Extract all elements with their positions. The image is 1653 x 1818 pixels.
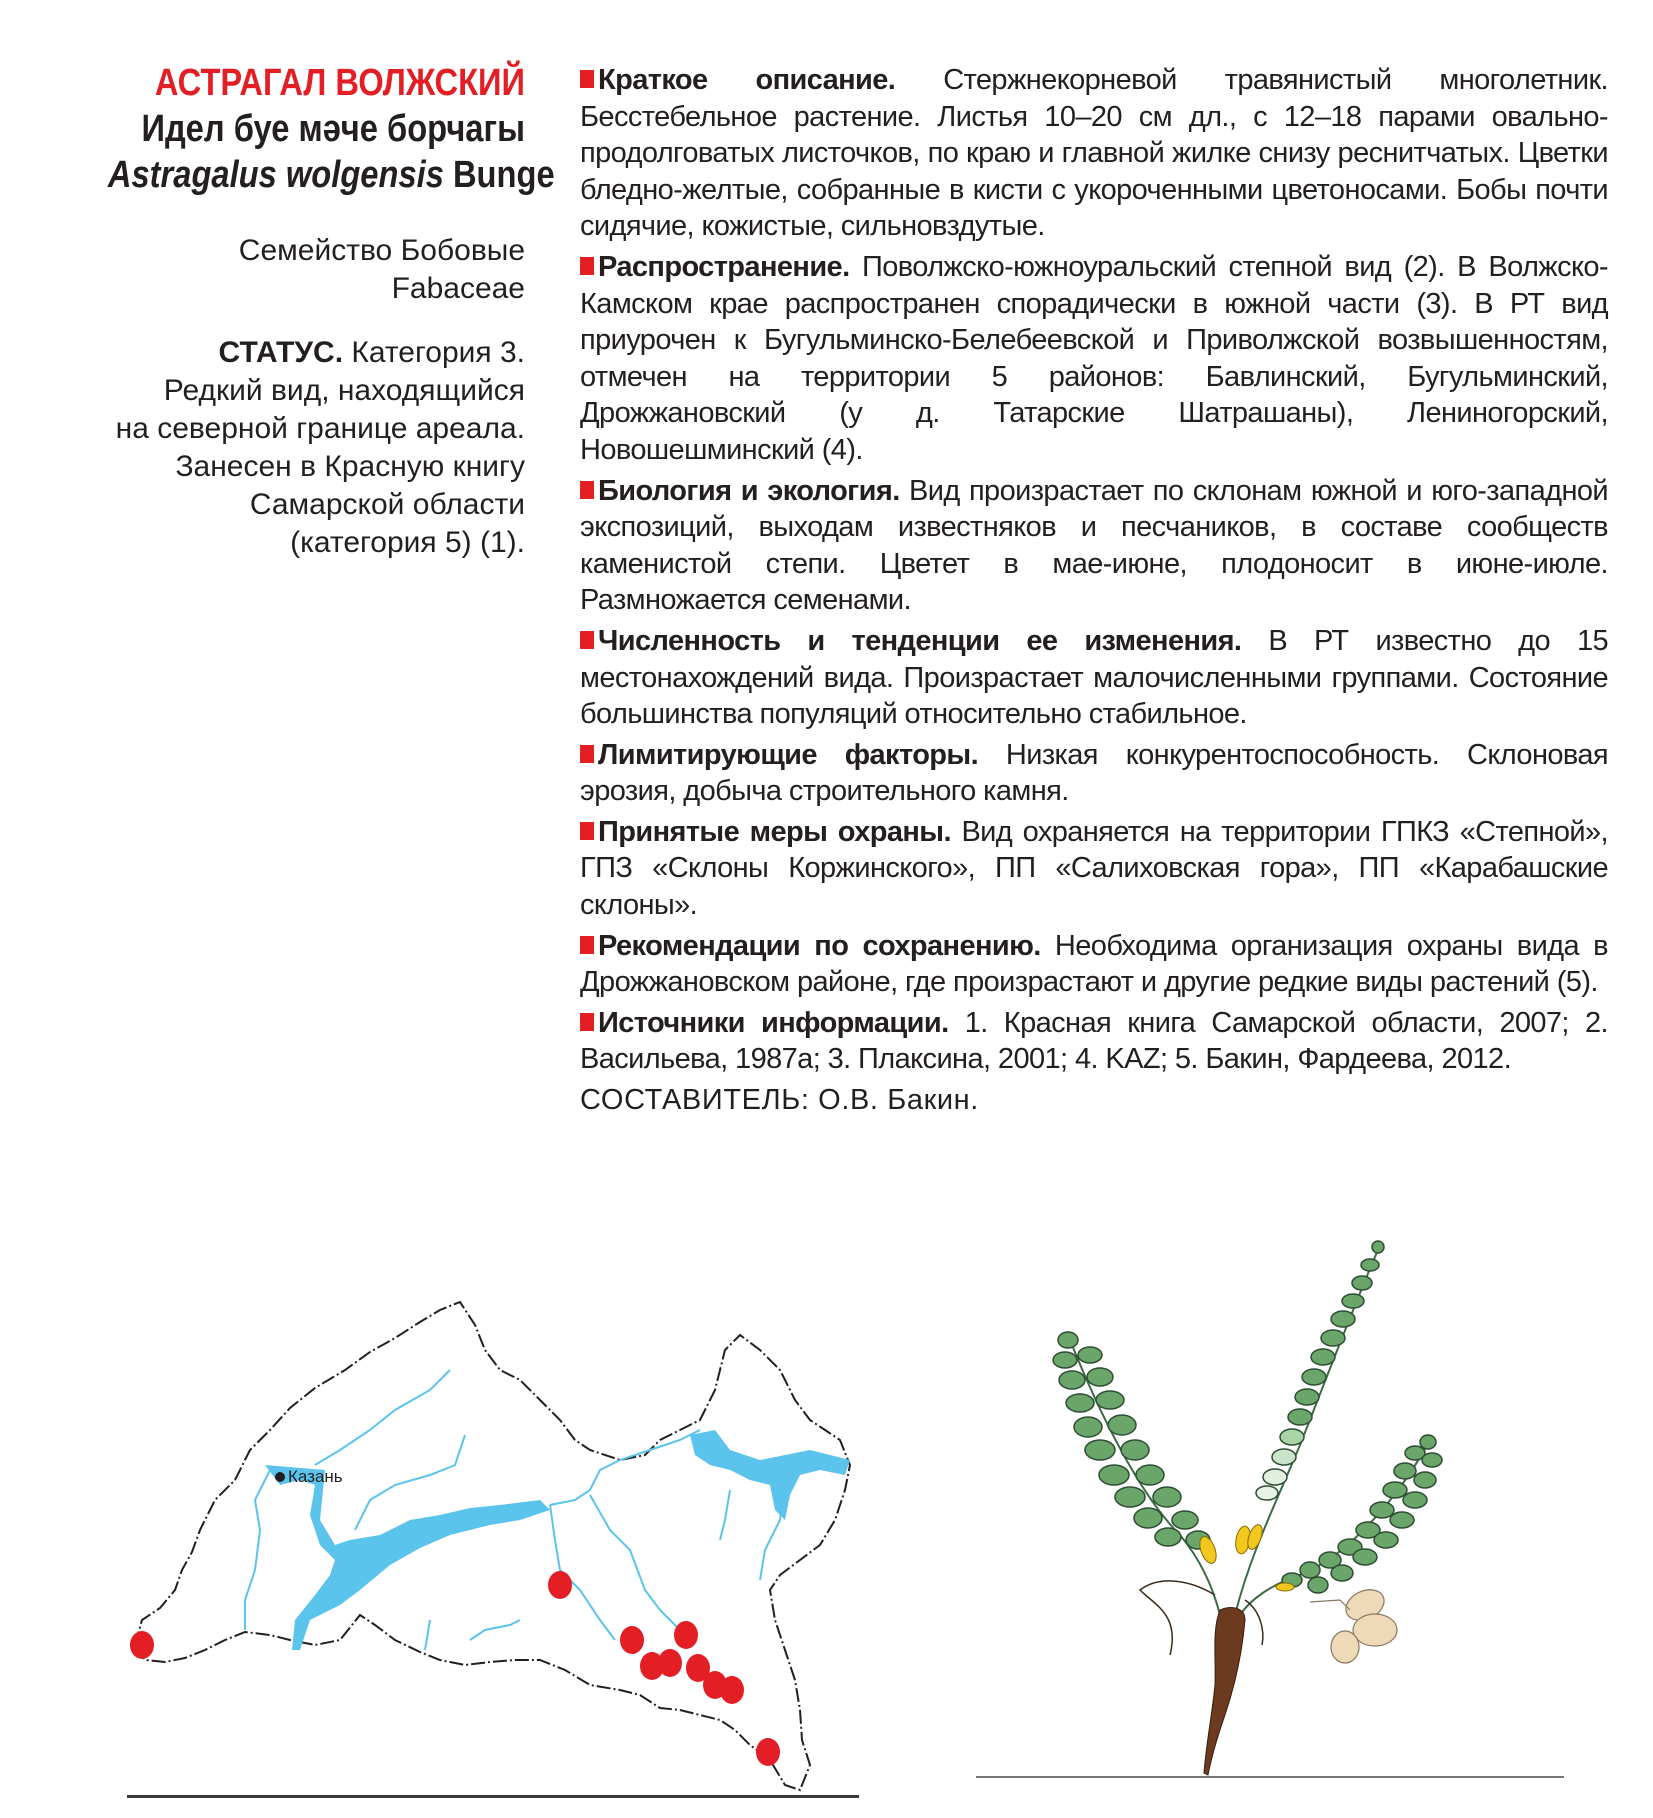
seed-pods	[1310, 1584, 1397, 1663]
section-heading: Лимитирующие факторы.	[598, 738, 979, 771]
family-latin: Fabaceae	[391, 272, 525, 305]
occurrence-dot	[674, 1621, 698, 1649]
leaflet	[1361, 1259, 1379, 1271]
description-column	[580, 62, 1608, 1119]
leaflet	[1288, 1409, 1312, 1425]
section-heading: Биология и экология.	[598, 474, 900, 507]
root-branch	[1140, 1581, 1215, 1655]
section-heading: Рекомендации по сохранению.	[598, 929, 1041, 962]
section-abundance	[580, 623, 1608, 733]
section-sources	[580, 1005, 1608, 1078]
section-description	[580, 62, 1608, 245]
leaflet	[1321, 1330, 1345, 1346]
section-text: Вид охраняется на территории ГПКЗ «Степной», ГПЗ «Склоны Коржинского», ПП «Салиховская гора», ПП «Карабашские склоны».	[580, 815, 1608, 922]
leaflet	[1115, 1487, 1145, 1507]
status-line: Редкий вид, находящийся	[163, 374, 525, 407]
section-protection	[580, 814, 1608, 924]
bullet-square-icon	[580, 1013, 594, 1031]
leaflet	[1390, 1512, 1414, 1528]
leaflet	[1263, 1469, 1287, 1485]
leaflet	[1308, 1577, 1328, 1593]
occurrence-dot	[130, 1631, 154, 1659]
leaflet	[1099, 1465, 1129, 1485]
title-latin	[107, 152, 555, 198]
leaflet	[1311, 1349, 1335, 1365]
bullet-square-icon	[580, 481, 594, 499]
river	[550, 1430, 700, 1505]
section-text: Необходима организация охраны вида в Дрожжановском районе, где произрастают и другие редкие виды растений (5).	[580, 929, 1608, 999]
kazan-marker-icon	[275, 1472, 285, 1482]
section-heading: Принятые меры охраны.	[598, 815, 951, 848]
leaflet	[1302, 1369, 1326, 1385]
leaflet	[1353, 1549, 1377, 1565]
leaflet	[1053, 1352, 1077, 1368]
bullet-square-icon	[580, 257, 594, 275]
map-svg	[120, 1290, 865, 1800]
river	[245, 1470, 270, 1630]
leaflet	[1085, 1440, 1115, 1460]
river	[720, 1490, 730, 1540]
occurrence-dot	[620, 1626, 644, 1654]
occurrence-dot	[548, 1571, 572, 1599]
leaflet	[1256, 1486, 1278, 1500]
leaflet	[1121, 1440, 1149, 1460]
leaflet	[1403, 1492, 1427, 1508]
leaflet	[1096, 1391, 1124, 1409]
leaflet	[1153, 1487, 1181, 1507]
river	[315, 1370, 450, 1465]
bullet-square-icon	[580, 631, 594, 649]
section-text: 1. Красная книга Самарской области, 2007; 2. Васильева, 1987а; 3. Плаксина, 2001; 4. KAZ; 5. Бакин, Фардеева, 2012.	[580, 1006, 1608, 1076]
leaflet	[1136, 1465, 1164, 1485]
leaflet	[1394, 1463, 1416, 1479]
bullet-square-icon	[580, 745, 594, 763]
latin-binomial: Astragalus wolgensis	[107, 154, 444, 196]
city-label: Казань	[288, 1467, 343, 1486]
leaflet	[1374, 1532, 1398, 1548]
leaflet	[1074, 1417, 1102, 1437]
bullet-square-icon	[580, 936, 594, 954]
leaflet	[1372, 1241, 1384, 1253]
status-line: Категория 3.	[351, 336, 525, 369]
leaflet	[1383, 1482, 1407, 1498]
section-text: Поволжско-южноуральский степной вид (2). В Волжско-Камском крае распространен спорадически в южной части (3). В РТ вид приурочен к Бугульминско-Белебеевской и Приволжской возвышенностям, отмечен на территории 5 районов: Бавлинский, Бугульминский, Дрожжановский (у д. Татарские Шатрашаны), Лениногорский, Новошешминский (4).	[580, 250, 1608, 466]
leaflet	[1331, 1565, 1353, 1581]
leaflet	[1155, 1528, 1181, 1546]
occurrence-dot	[658, 1649, 682, 1677]
region-border	[135, 1302, 850, 1790]
occurrence-points	[130, 1571, 780, 1766]
section-text: Низкая конкурентоспособность. Склоновая эрозия, добыча строительного камня.	[580, 738, 1609, 808]
reservoirs	[265, 1430, 850, 1650]
leaflet	[1058, 1332, 1078, 1348]
leaflet	[1295, 1389, 1319, 1405]
illustration-underline-divider	[976, 1776, 1564, 1778]
section-recommendations	[580, 928, 1608, 1001]
leaflet	[1059, 1371, 1085, 1389]
flower	[1276, 1583, 1294, 1591]
section-text: Стержнекорневой травянистый многолетник. Бесстебельное растение. Листья 10–20 см дл., с 12–18 парами овально-продолговатых листочков, по краю и главной жилке снизу реснитчатых. Цветки бледно-желтые, собранные в кисти с укороченными цветоносами. Бобы почти сидячие, кожистые, сильновздутые.	[580, 64, 1608, 243]
section-text: В РТ известно до 15 местонахождений вида. Произрастает малочисленными группами. Состояние большинства популяций относительно стабильное.	[580, 624, 1608, 731]
status-line: на северной границе ареала.	[115, 412, 525, 445]
bullet-square-icon	[580, 822, 594, 840]
seed-pod	[1353, 1614, 1397, 1646]
section-text: Вид произрастает по склонам южной и юго-западной экспозиций, выходам известняков и песчаников, в составе сообществ каменистой степи. Цветет в мае-июне, плодоносит в июне-июле. Размножается семенами.	[580, 474, 1608, 617]
leaflet	[1280, 1429, 1304, 1445]
plant-svg	[1030, 1235, 1500, 1785]
section-heading: Распространение.	[598, 250, 850, 283]
taproot	[1204, 1607, 1245, 1775]
distribution-map	[120, 1290, 865, 1800]
pod-stalk	[1310, 1600, 1350, 1610]
leaflet	[1414, 1472, 1436, 1488]
author-credit: СОСТАВИТЕЛЬ: О.В. Бакин.	[580, 1084, 979, 1117]
leaflet	[1078, 1347, 1102, 1363]
status-line: Самарской области	[249, 488, 525, 521]
reservoir-nizhnekamsk	[690, 1430, 850, 1520]
leaflet	[1370, 1502, 1394, 1518]
leaflet	[1352, 1276, 1372, 1290]
status-label: СТАТУС.	[218, 336, 344, 369]
section-distribution	[580, 249, 1608, 469]
leaflet	[1342, 1294, 1364, 1308]
map-underline-divider	[127, 1795, 859, 1798]
leaflet	[1300, 1562, 1320, 1578]
latin-author: Bunge	[452, 154, 555, 196]
occurrence-dot	[720, 1676, 744, 1704]
title-tatar: Идел буе мәче борчагы	[141, 108, 525, 150]
leaflet	[1087, 1368, 1113, 1386]
plant-illustration	[1030, 1235, 1500, 1785]
section-biology	[580, 473, 1608, 619]
status-block	[40, 334, 525, 562]
species-header	[40, 60, 555, 562]
family-block	[40, 232, 525, 308]
leaflet	[1420, 1435, 1436, 1449]
leaflet	[1272, 1449, 1296, 1465]
leaflet	[1422, 1453, 1442, 1467]
leaflet	[1066, 1394, 1094, 1412]
status-line: (категория 5) (1).	[290, 526, 525, 559]
status-line: Занесен в Красную книгу	[175, 450, 525, 483]
family-russian: Семейство Бобовые	[238, 234, 525, 267]
reservoir-kuibyshev	[265, 1465, 550, 1650]
leaflet	[1134, 1508, 1162, 1528]
leaflet	[1331, 1311, 1355, 1327]
bullet-square-icon	[580, 70, 594, 88]
section-heading: Источники информации.	[598, 1006, 949, 1039]
river	[470, 1620, 520, 1640]
section-heading: Краткое описание.	[598, 64, 896, 96]
leaflet	[1172, 1511, 1198, 1529]
river	[590, 1495, 680, 1630]
leaflet	[1108, 1415, 1136, 1435]
occurrence-dot	[756, 1738, 780, 1766]
section-heading: Численность и тенденции ее изменения.	[598, 624, 1242, 657]
river	[425, 1620, 430, 1650]
section-limiting-factors	[580, 737, 1608, 810]
title-russian: АСТРАГАЛ ВОЛЖСКИЙ	[154, 62, 525, 104]
seed-pod	[1331, 1631, 1359, 1663]
